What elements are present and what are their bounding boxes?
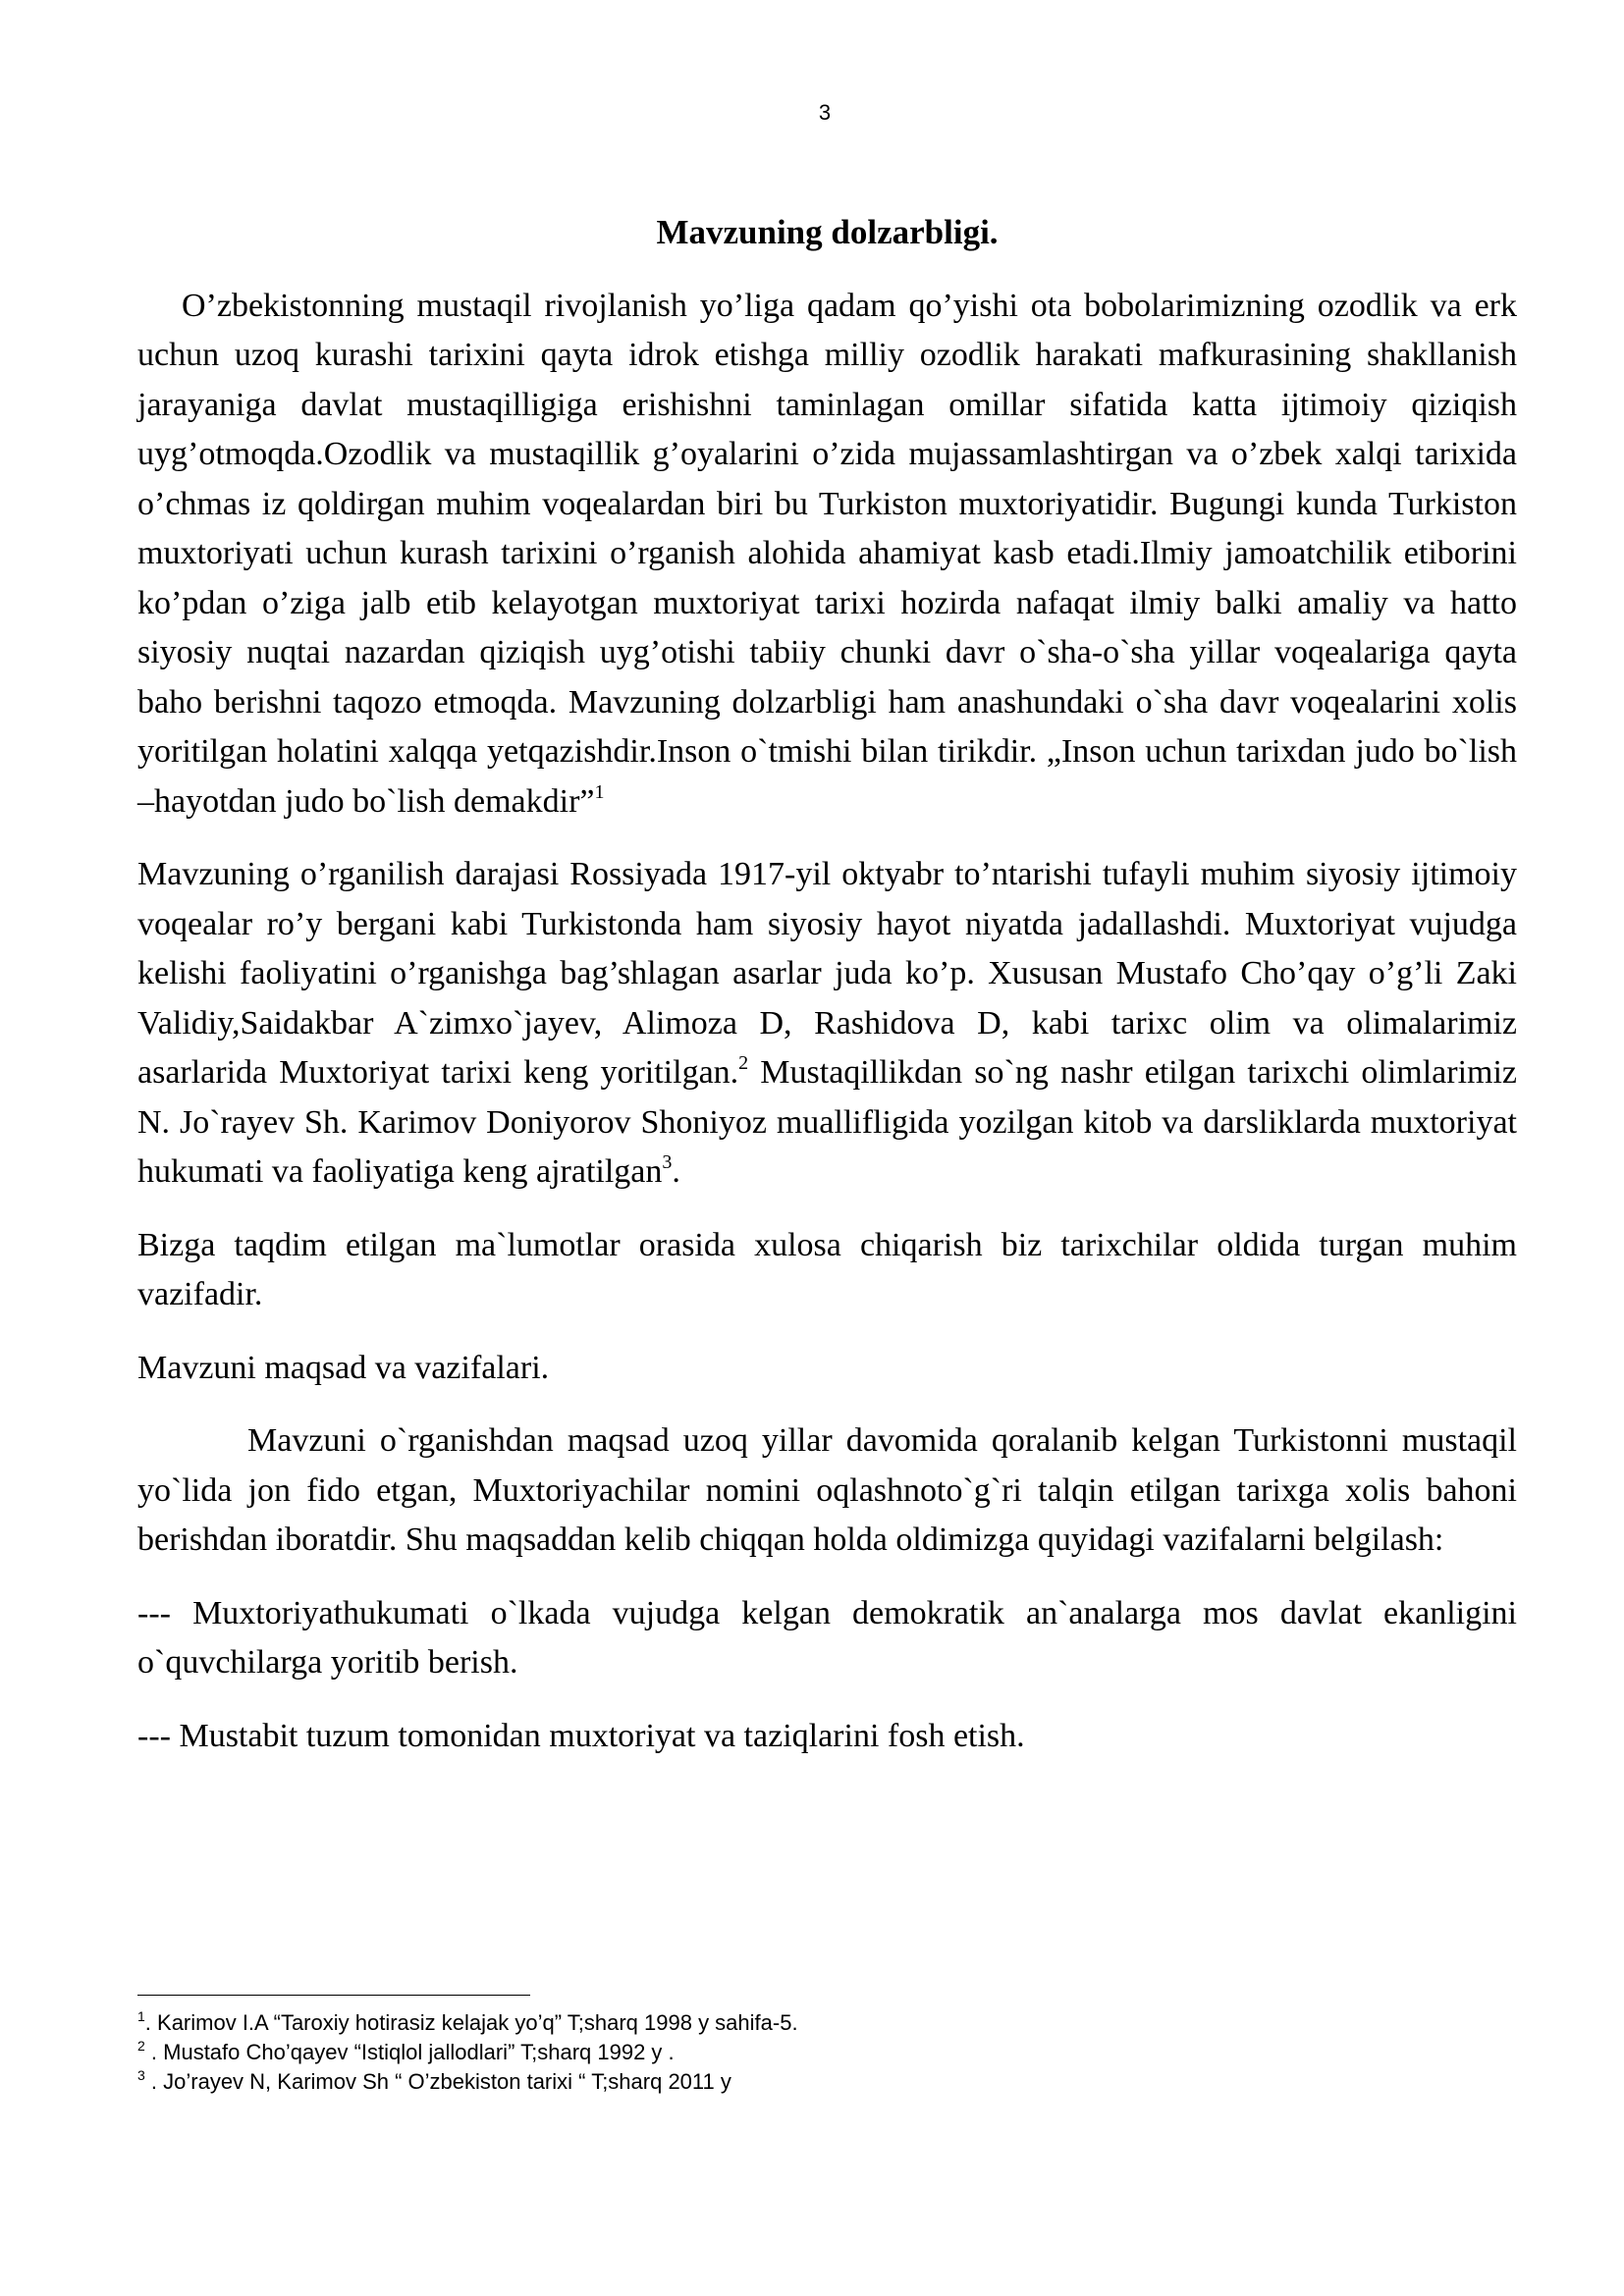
- footnote-ref: 3: [662, 1151, 673, 1173]
- paragraph-text: Mavzuni maqsad va vazifalari.: [137, 1349, 550, 1386]
- paragraph-relevance: [137, 282, 1517, 828]
- footnote-ref: 1: [594, 780, 605, 803]
- main-text: [137, 208, 1517, 1785]
- footnote-2: [137, 2038, 1512, 2067]
- paragraph-text: --- Muxtoriyathukumati o`lkada vujudga kelgan demokratik an`analarga mos davlat ekanligini o`quvchilarga yoritib berish.: [137, 1594, 1517, 1681]
- footnote-1: [137, 2008, 1512, 2038]
- paragraph-text: --- Mustabit tuzum tomonidan muxtoriyat va taziqlarini fosh etish.: [137, 1717, 1025, 1754]
- paragraph-study-degree: [137, 850, 1517, 1198]
- paragraph-text: Mavzuning o’rganilish darajasi Rossiyada 1917-yil oktyabr to’ntarishi tufayli muhim siyosiy ijtimoiy voqealar ro’y bergani kabi Turkistonda ham siyosiy hayot niyatda jadallashdi. Muxtoriyat vujudga kelishi faoliyatini o’rganishga bag’shlagan asarlar juda ko’p. Xususan Mustafo Cho’qay o’g’li Zaki Validiy,Saidakbar A`zimxo`jayev, Alimoza D, Rashidova D, kabi tarixc olim va olimalarimiz asarlarida Muxtoriyat tarixi keng yoritilgan.: [137, 856, 1517, 1091]
- paragraph-text: Mustaqillikdan so`ng nashr etilgan tarixchi olimlarimiz N. Jo`rayev Sh. Karimov Doniyorov Shoniyoz muallifligida yozilgan kitob va darsliklarda muxtoriyat hukumati va faoliyatiga keng ajratilgan: [137, 1054, 1517, 1190]
- paragraph-task-1: [137, 1589, 1517, 1688]
- footnote-3: [137, 2067, 1512, 2097]
- footnote-text: . Jo’rayev N, Karimov Sh “ O’zbekiston tarixi “ T;sharq 2011 y: [144, 2069, 731, 2094]
- footnote-divider: [137, 1995, 530, 1996]
- page-number: 3: [818, 100, 832, 125]
- footnote-text: . Karimov I.A “Taroxiy hotirasiz kelajak yo’q” T;sharq 1998 y sahifa-5.: [144, 2010, 798, 2035]
- paragraph-goals-heading: [137, 1344, 1517, 1394]
- footnote-mark: 2: [137, 2038, 145, 2054]
- paragraph-task-2: [137, 1712, 1517, 1762]
- footnote-ref: 2: [738, 1052, 749, 1074]
- paragraph-text: .: [672, 1153, 680, 1190]
- paragraph-text: O’zbekistonning mustaqil rivojlanish yo’liga qadam qo’yishi ota bobolarimizning ozodlik va erk uchun uzoq kurashi tarixini qayta idrok etishga milliy ozodlik harakati mafkurasining shakllanish jarayaniga davlat mustaqilligiga erishishni taminlagan omillar sifatida katta ijtimoiy qiziqish uyg’otmoqda.Ozodlik va mustaqillik g’oyalarini o’zida mujassamlashtirgan va o’zbek xalqi tarixida o’chmas iz qoldirgan muhim voqealardan biri bu Turkiston muxtoriyatidir. Bugungi kunda Turkiston muxtoriyati uchun kurash tarixini o’rganish alohida ahamiyat kasb etadi.Ilmiy jamoatchilik etiborini ko’pdan o’ziga jalb etib kelayotgan muxtoriyat tarixi hozirda nafaqat ilmiy balki amaliy va hatto siyosiy nuqtai nazardan qiziqish uyg’otishi tabiiy chunki davr o`sha-o`sha yillar voqealariga qayta baho berishni taqozo etmoqda. Mavzuning dolzarbligi ham anashundaki o`sha davr voqealarini xolis yoritilgan holatini xalqqa yetqazishdir.Inson o`tmishi bilan tirikdir. „Inson uchun tarixdan judo bo`lish –hayotdan judo bo`lish demakdir”: [137, 287, 1517, 820]
- paragraph-text: Mavzuni o`rganishdan maqsad uzoq yillar davomida qoralanib kelgan Turkistonni mustaqil yo`lida jon fido etgan, Muxtoriyachilar nomini oqlashnoto`g`ri talqin etilgan tarixga xolis bahoni berishdan iboratdir. Shu maqsaddan kelib chiqqan holda oldimizga quyidagi vazifalarni belgilash:: [137, 1422, 1517, 1558]
- section-title: Mavzuning dolzarbligi.: [656, 213, 999, 251]
- paragraph-text: Bizga taqdim etilgan ma`lumotlar orasida xulosa chiqarish biz tarixchilar oldida turgan muhim vazifadir.: [137, 1226, 1517, 1312]
- paragraph-conclusion: [137, 1221, 1517, 1320]
- paragraph-goals: [137, 1416, 1517, 1566]
- footnote-mark: 3: [137, 2067, 145, 2083]
- footnote-mark: 1: [137, 2008, 145, 2024]
- footnotes: [137, 2008, 1512, 2097]
- footnote-text: . Mustafo Cho’qayev “Istiqlol jallodlari” T;sharq 1992 y .: [144, 2040, 675, 2064]
